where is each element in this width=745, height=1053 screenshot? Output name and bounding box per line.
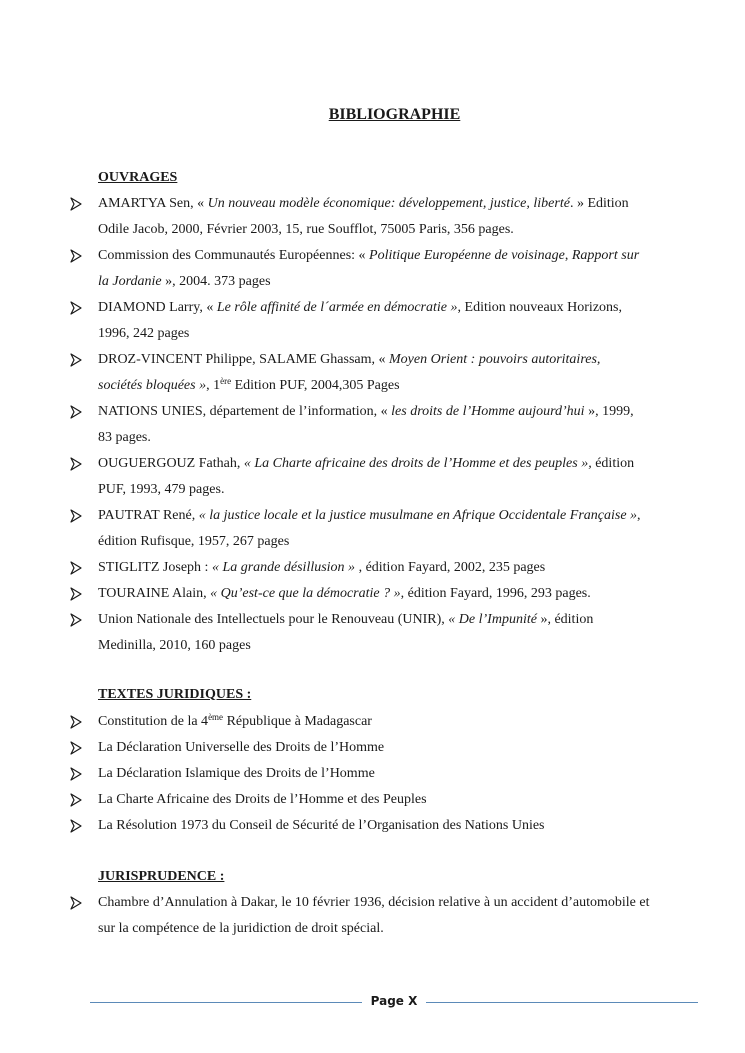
section-heading-ouvrages: OUVRAGES [98, 170, 178, 185]
arrowhead-bullet-icon [69, 792, 83, 808]
arrowhead-bullet-icon [69, 456, 83, 472]
bibliography-entry: Commission des Communautés Européennes: « Politique Européenne de voisinage, Rapport sur la Jordanie », 2004. 373 pages [98, 248, 640, 289]
bibliography-entry: STIGLITZ Joseph : « La grande désillusion » , édition Fayard, 2002, 235 pages [98, 560, 546, 575]
bibliography-entry: AMARTYA Sen, « Un nouveau modèle économique: développement, justice, liberté. » Edition Odile Jacob, 2000, Février 2003, 15, rue Soufflot, 75005 Paris, 356 pages. [98, 196, 629, 237]
arrowhead-bullet-icon [69, 895, 83, 911]
arrowhead-bullet-icon [69, 404, 83, 420]
section-heading-jurisprudence: JURISPRUDENCE : [98, 869, 225, 884]
page-title: BIBLIOGRAPHIE [328, 106, 461, 123]
arrowhead-bullet-icon [69, 352, 83, 368]
jurisprudence-entry: Chambre d’Annulation à Dakar, le 10 février 1936, décision relative à un accident d’automobile et sur la compétence de la juridiction de droit spécial. [98, 895, 650, 936]
arrowhead-bullet-icon [69, 196, 83, 212]
arrowhead-bullet-icon [69, 740, 83, 756]
arrowhead-bullet-icon [69, 300, 83, 316]
bibliography-entry: NATIONS UNIES, département de l’information, « les droits de l’Homme aujourd’hui », 1999, 83 pages. [98, 404, 634, 445]
page-number: Page X [370, 994, 418, 1008]
footer-rule-right [426, 1002, 698, 1003]
arrowhead-bullet-icon [69, 586, 83, 602]
arrowhead-bullet-icon [69, 818, 83, 834]
legal-text-entry: Constitution de la 4ème République à Madagascar [98, 712, 372, 729]
bibliography-entry: OUGUERGOUZ Fathah, « La Charte africaine des droits de l’Homme et des peuples », édition PUF, 1993, 479 pages. [98, 456, 635, 497]
footer-rule-left [90, 1002, 362, 1003]
bibliography-entry: DROZ-VINCENT Philippe, SALAME Ghassam, « Moyen Orient : pouvoirs autoritaires, sociétés bloquées », 1ère Edition PUF, 2004,305 Pages [98, 352, 601, 393]
arrowhead-bullet-icon [69, 560, 83, 576]
legal-text-entry: La Charte Africaine des Droits de l’Homme et des Peuples [98, 792, 427, 807]
bibliography-entry: TOURAINE Alain, « Qu’est-ce que la démocratie ? », édition Fayard, 1996, 293 pages. [98, 586, 591, 601]
arrowhead-bullet-icon [69, 248, 83, 264]
legal-text-entry: La Résolution 1973 du Conseil de Sécurité de l’Organisation des Nations Unies [98, 818, 545, 833]
section-heading-textes-juridiques: TEXTES JURIDIQUES : [98, 687, 252, 702]
bibliography-entry: PAUTRAT René, « la justice locale et la justice musulmane en Afrique Occidentale Française », édition Rufisque, 1957, 267 pages [98, 508, 641, 549]
legal-text-entry: La Déclaration Universelle des Droits de l’Homme [98, 740, 385, 755]
arrowhead-bullet-icon [69, 714, 83, 730]
arrowhead-bullet-icon [69, 612, 83, 628]
bibliography-entry: DIAMOND Larry, « Le rôle affinité de l´armée en démocratie », Edition nouveaux Horizons, 1996, 242 pages [98, 300, 622, 341]
arrowhead-bullet-icon [69, 508, 83, 524]
legal-text-entry: La Déclaration Islamique des Droits de l’Homme [98, 766, 375, 781]
bibliography-entry: Union Nationale des Intellectuels pour le Renouveau (UNIR), « De l’Impunité », édition Medinilla, 2010, 160 pages [98, 612, 594, 653]
arrowhead-bullet-icon [69, 766, 83, 782]
